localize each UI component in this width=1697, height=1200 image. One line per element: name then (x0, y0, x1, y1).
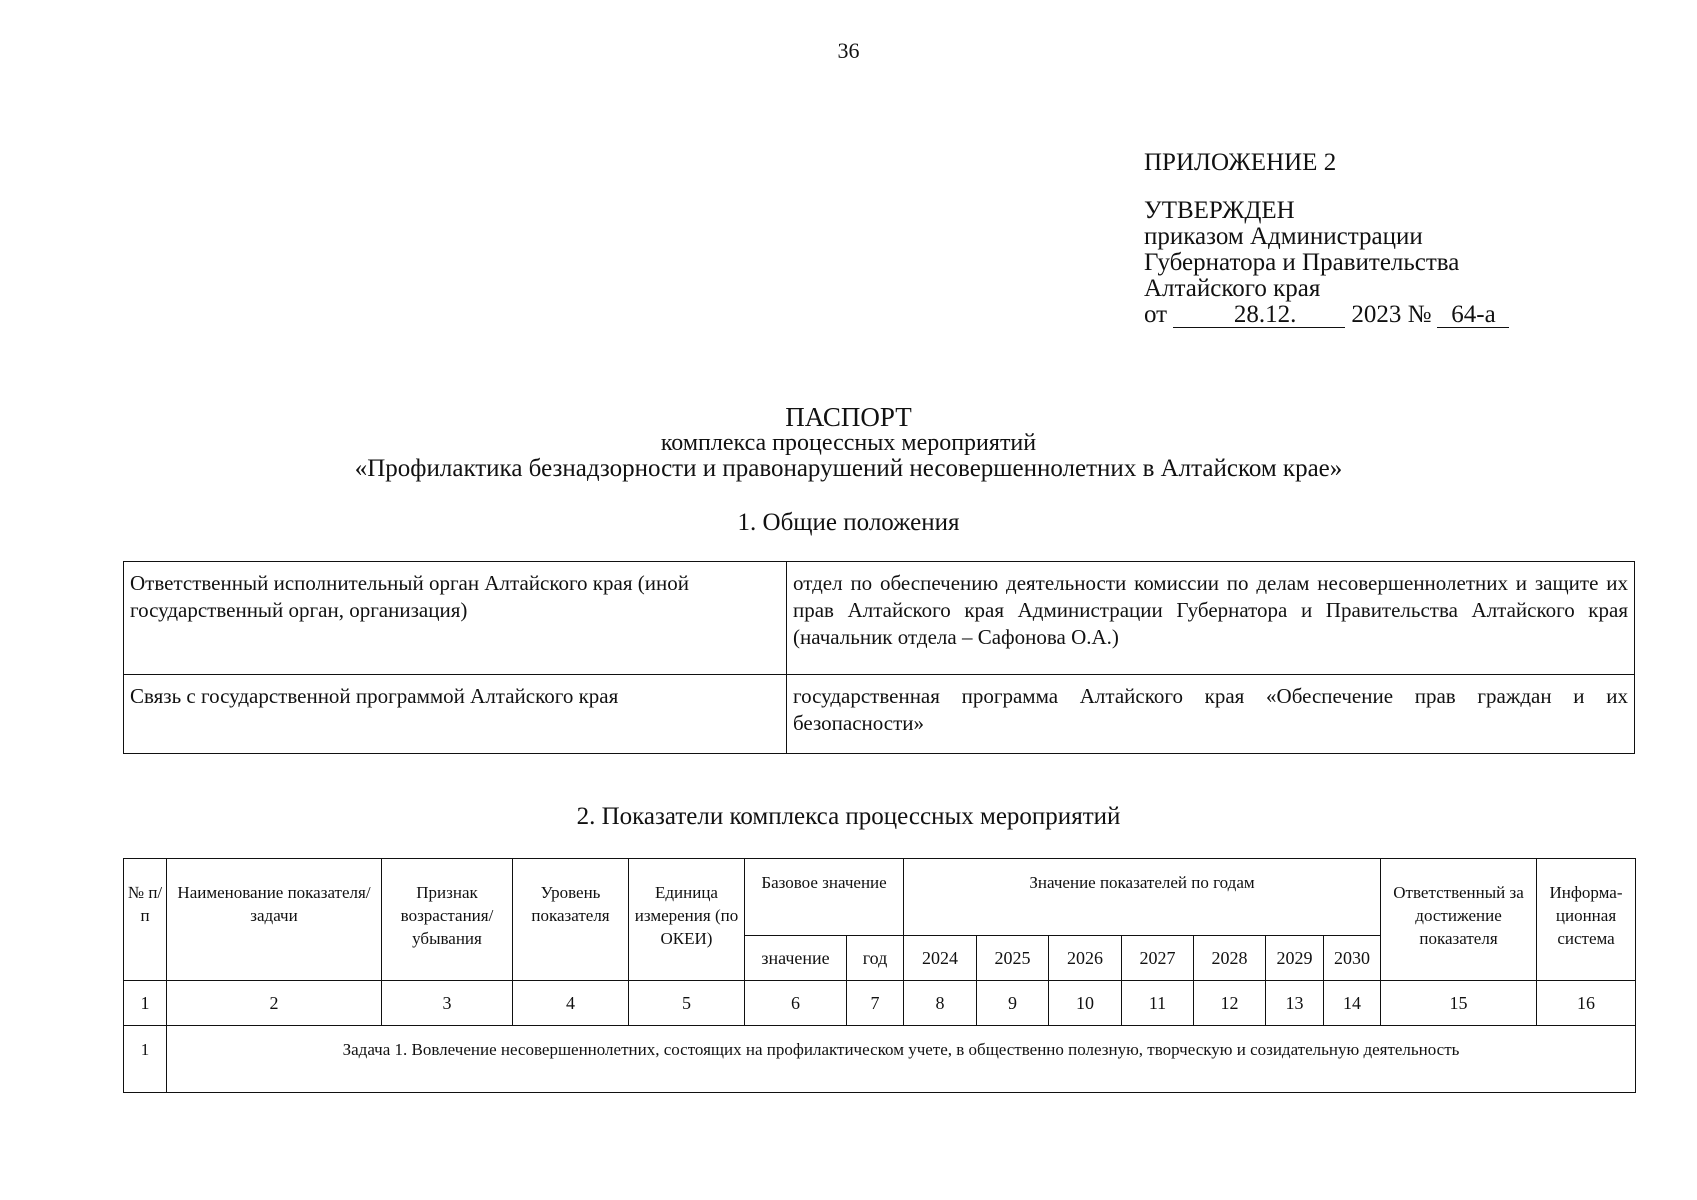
column-number: 3 (382, 981, 513, 1026)
passport-program-name: «Профилактика безнадзорности и правонарушений несовершеннолетних в Алтайском крае» (354, 455, 1343, 482)
column-number: 7 (847, 981, 904, 1026)
column-numbers-row (124, 981, 1636, 1026)
row-label: Ответственный исполнительный орган Алтайского края (иной государственный орган, организация) (124, 562, 787, 675)
header-name: Наименование показателя/ задачи (167, 859, 382, 981)
header-year: 2028 (1194, 936, 1266, 981)
column-number: 11 (1122, 981, 1194, 1026)
column-number: 2 (167, 981, 382, 1026)
header-system: Информа-ционная система (1537, 859, 1636, 981)
table-row (124, 675, 1635, 754)
column-number: 10 (1049, 981, 1122, 1026)
task-text: Задача 1. Вовлечение несовершеннолетних, состоящих на профилактическом учете, в общественно полезную, творческую и созидательную деятельность (167, 1026, 1636, 1093)
approval-date-line (1144, 302, 1509, 328)
header-year: 2027 (1122, 936, 1194, 981)
header-unit: Единица измерения (по ОКЕИ) (629, 859, 745, 981)
header-base-year: год (847, 936, 904, 981)
column-number: 14 (1324, 981, 1381, 1026)
header-years-group: Значение показателей по годам (904, 859, 1381, 936)
row-label: Связь с государственной программой Алтайского края (124, 675, 787, 754)
page-number: 36 (837, 38, 860, 63)
column-number: 15 (1381, 981, 1537, 1026)
order-number: 64-а (1437, 303, 1509, 328)
approval-line-3: Алтайского края (1144, 275, 1321, 302)
column-number: 6 (745, 981, 847, 1026)
header-base-value: значение (745, 936, 847, 981)
date-prefix: от (1144, 301, 1168, 328)
order-year: 2023 № (1351, 301, 1432, 328)
row-value: отдел по обеспечению деятельности комиссии по делам несовершеннолетних и защите их прав Алтайского края Администрации Губернатора и Правительства Алтайского края (начальник отдела – Сафонова О.А.) (787, 562, 1635, 675)
header-responsible: Ответственный за достижение показателя (1381, 859, 1537, 981)
column-number: 1 (124, 981, 167, 1026)
column-number: 16 (1537, 981, 1636, 1026)
task-row (124, 1026, 1636, 1093)
header-level: Уровень показателя (513, 859, 629, 981)
header-num: № п/п (124, 859, 167, 981)
section-2-heading: 2. Показатели комплекса процессных мероприятий (576, 803, 1121, 830)
indicators-table (123, 858, 1636, 1093)
approval-line-2: Губернатора и Правительства (1144, 249, 1460, 276)
column-number: 13 (1266, 981, 1324, 1026)
column-number: 9 (977, 981, 1049, 1026)
header-year: 2024 (904, 936, 977, 981)
header-year: 2030 (1324, 936, 1381, 981)
task-number: 1 (124, 1026, 167, 1093)
header-year: 2025 (977, 936, 1049, 981)
column-number: 4 (513, 981, 629, 1026)
passport-title-block (0, 404, 1697, 482)
column-number: 12 (1194, 981, 1266, 1026)
passport-title: ПАСПОРТ (785, 402, 912, 432)
appendix-label: ПРИЛОЖЕНИЕ 2 (1144, 149, 1337, 176)
section-1-heading: 1. Общие положения (737, 509, 960, 536)
header-base: Базовое значение (745, 859, 904, 936)
header-row (124, 859, 1636, 936)
general-provisions-table (123, 561, 1635, 754)
header-sign: Признак возрастания/ убывания (382, 859, 513, 981)
header-year: 2029 (1266, 936, 1324, 981)
column-number: 5 (629, 981, 745, 1026)
approved-label: УТВЕРЖДЕН (1144, 197, 1295, 224)
column-number: 8 (904, 981, 977, 1026)
row-value: государственная программа Алтайского края «Обеспечение прав граждан и их безопасности» (787, 675, 1635, 754)
header-year: 2026 (1049, 936, 1122, 981)
table-row (124, 562, 1635, 675)
approval-block (1144, 150, 1509, 328)
approval-line-1: приказом Администрации (1144, 223, 1423, 250)
passport-subtitle: комплекса процессных мероприятий (660, 430, 1037, 456)
order-date: 28.12. (1173, 303, 1345, 328)
